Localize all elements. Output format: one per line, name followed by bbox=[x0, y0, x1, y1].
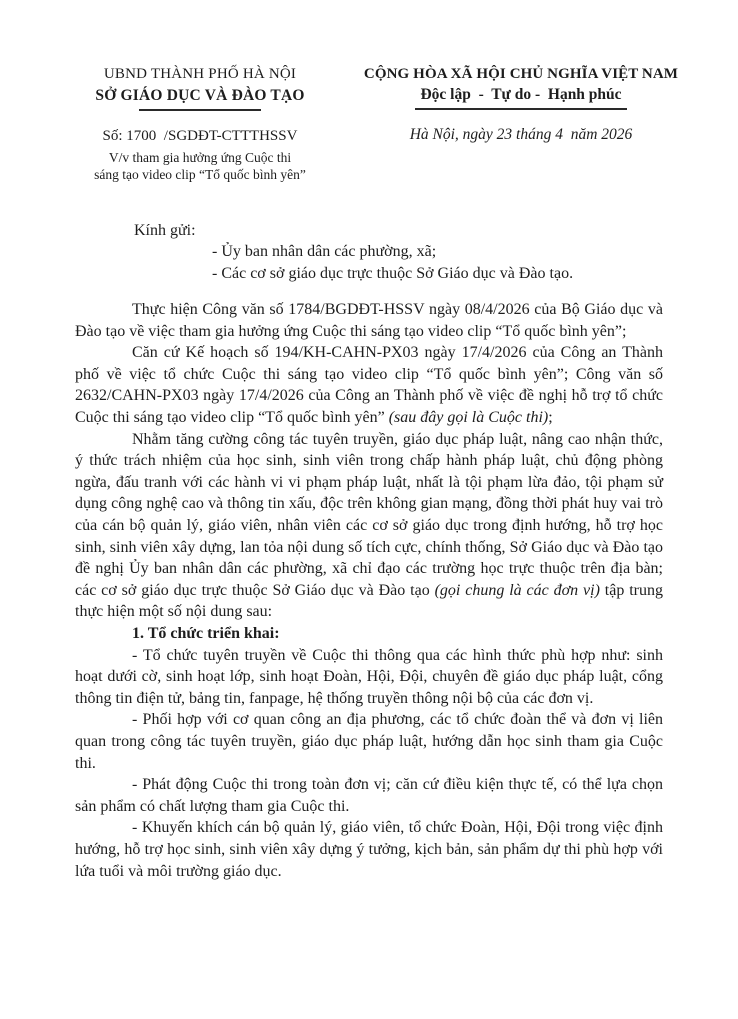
national-motto: Độc lập - Tự do - Hạnh phúc bbox=[420, 86, 622, 103]
document-subject bbox=[58, 149, 342, 184]
section-1-heading: 1. Tổ chức triển khai: bbox=[132, 625, 280, 642]
subject-line-2: sáng tạo video clip “Tổ quốc bình yên” bbox=[94, 167, 306, 183]
paragraph-purpose bbox=[75, 429, 663, 623]
salutation-label: Kính gửi: bbox=[134, 221, 196, 239]
p2-text: Căn cứ Kế hoạch số 194/KH-CAHN-PX03 ngày 17/4/2026 của Công an Thành phố về việc tổ chức Cuộc thi sáng tạo video clip “Tổ quốc bình yên”; Công văn số 2632/CAHN-PX03 ngày 17/4/2026 của Công an Thành phố về việc đề nghị hỗ trợ tổ chức Cuộc thi sáng tạo video clip “Tổ quốc bình yên” bbox=[75, 344, 663, 427]
bullet-item-1: - Tổ chức tuyên truyền về Cuộc thi thông qua các hình thức phù hợp như: sinh hoạt dưới cờ, sinh hoạt lớp, sinh hoạt Đoàn, Hội, Đội, chuyên đề giáo dục pháp luật, cổng thông tin điện tử, bảng tin, fanpage, hệ thống truyền thông nội bộ của các đơn vị. bbox=[75, 646, 663, 707]
recipient-list bbox=[212, 241, 663, 284]
issuing-authority-name: SỞ GIÁO DỤC VÀ ĐÀO TẠO bbox=[95, 87, 305, 104]
p2-tail: ; bbox=[548, 409, 553, 427]
salutation-block bbox=[134, 220, 663, 285]
document-number: Số: 1700 /SGDĐT-CTTTHSSV bbox=[102, 127, 298, 144]
p3-italic-note: (gọi chung là các đơn vị) bbox=[434, 581, 600, 599]
subject-line-1: V/v tham gia hưởng ứng Cuộc thi bbox=[108, 149, 292, 165]
p3-tail: tập trung thực hiện một số nội dung sau: bbox=[75, 581, 663, 621]
parent-authority-name: UBND THÀNH PHỐ HÀ NỘI bbox=[103, 66, 297, 82]
bullet-item-3: - Phát động Cuộc thi trong toàn đơn vị; căn cứ điều kiện thực tế, có thể lựa chọn sản phẩm có chất lượng tham gia Cuộc thi. bbox=[75, 776, 663, 815]
paragraph-legal-basis-1: Thực hiện Công văn số 1784/BGDĐT-HSSV ngày 08/4/2026 của Bộ Giáo dục và Đào tạo về việc tham gia hưởng ứng Cuộc thi sáng tạo video clip “Tổ quốc bình yên”; bbox=[75, 301, 663, 340]
recipient-item-1: - Ủy ban nhân dân các phường, xã; bbox=[212, 243, 437, 261]
motto-underline bbox=[415, 108, 627, 110]
document-body bbox=[75, 299, 663, 882]
national-title: CỘNG HÒA XÃ HỘI CHỦ NGHĨA VIỆT NAM bbox=[363, 66, 679, 82]
authority-underline bbox=[139, 109, 261, 111]
p3-text: Nhằm tăng cường công tác tuyên truyền, giáo dục pháp luật, nâng cao nhận thức, ý thức trách nhiệm của học sinh, sinh viên trong chấp hành pháp luật, chủ động phòng ngừa, đấu tranh với các hành vi vi phạm pháp luật, nhất là tội phạm lừa đảo, tội phạm sử dụng công nghệ cao và thông tin xấu, độc trên không gian mạng, đồng thời phát huy vai trò của cán bộ quản lý, giáo viên, nhân viên các cơ sở giáo dục trong định hướng, hỗ trợ học sinh, sinh viên xây dựng, lan tỏa nội dung số tích cực, chính thống, Sở Giáo dục và Đào tạo đề nghị Ủy ban nhân dân các phường, xã chỉ đạo các trường học trực thuộc trên địa bàn; các cơ sở giáo dục trực thuộc Sở Giáo dục và Đào tạo bbox=[75, 430, 663, 599]
paragraph-legal-basis-2 bbox=[75, 342, 663, 428]
place-and-date: Hà Nội, ngày 23 tháng 4 năm 2026 bbox=[409, 125, 633, 143]
document-header bbox=[0, 64, 738, 184]
bullet-item-4: - Khuyến khích cán bộ quản lý, giáo viên, tổ chức Đoàn, Hội, Đội trong việc định hướng, hỗ trợ học sinh, sinh viên xây dựng ý tưởng, kịch bản, sản phẩm dự thi phù hợp với lứa tuổi và môi trường giáo dục. bbox=[75, 819, 663, 880]
bullet-item-2: - Phối hợp với cơ quan công an địa phương, các tổ chức đoàn thể và đơn vị liên quan trong công tác tuyên truyền, giáo dục pháp luật, hướng dẫn học sinh tham gia Cuộc thi. bbox=[75, 711, 663, 772]
recipient-item-2: - Các cơ sở giáo dục trực thuộc Sở Giáo dục và Đào tạo. bbox=[212, 264, 574, 282]
national-heading-block bbox=[342, 64, 700, 184]
p2-italic-note: (sau đây gọi là Cuộc thi) bbox=[388, 409, 549, 427]
issuing-authority-block bbox=[58, 64, 342, 184]
